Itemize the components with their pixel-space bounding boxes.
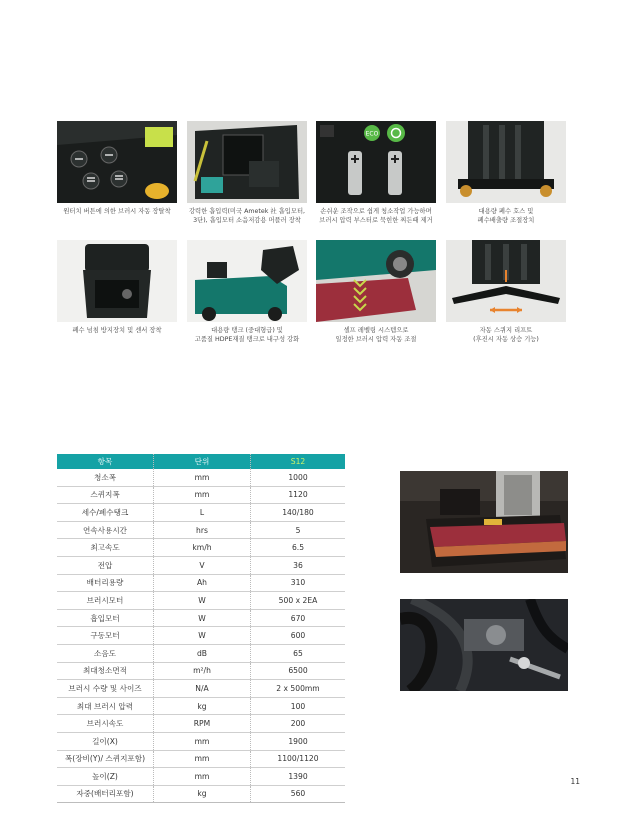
table-row (57, 469, 345, 486)
caption-line: 셀프 레벨링 시스템으로 (343, 327, 409, 334)
cell-item: 브러시 수량 및 사이즈 (57, 680, 154, 698)
cell-value: 5 (251, 521, 346, 539)
header-model: S12 (251, 454, 346, 469)
cell-unit: W (154, 592, 251, 610)
cell-item: 구동모터 (57, 627, 154, 645)
cell-unit: hrs (154, 521, 251, 539)
page-number: 11 (570, 777, 580, 786)
table-row (57, 539, 345, 557)
cell-value: 500 x 2EA (251, 592, 346, 610)
cell-value: 6.5 (251, 539, 346, 557)
table-row (57, 715, 345, 733)
cell-unit: m²/h (154, 662, 251, 680)
spec-table-body (57, 469, 345, 803)
caption-brush-auto-attach (54, 207, 180, 216)
photo-squeegee-lift (446, 240, 566, 322)
tank-open-illustration (57, 240, 177, 322)
photo-large-tank (187, 240, 307, 322)
cell-item: 높이(Z) (57, 768, 154, 786)
caption-squeegee-lift (441, 326, 571, 344)
caption-waste-hose (441, 207, 571, 225)
header-item: 항목 (57, 454, 154, 469)
cell-item: 소음도 (57, 644, 154, 662)
table-row (57, 662, 345, 680)
cell-unit: L (154, 504, 251, 522)
cell-value: 36 (251, 556, 346, 574)
photo-waste-hose (446, 121, 566, 203)
eco-label: ECO (365, 130, 379, 138)
table-row (57, 609, 345, 627)
caption-line: 자동 스퀴지 리프트 (479, 327, 533, 334)
caption-overflow-sensor (54, 326, 180, 335)
caption-line: 손쉬운 조작으로 쉽게 청소작업 가능하며 (320, 208, 432, 215)
table-row (57, 504, 345, 522)
cell-unit: kg (154, 697, 251, 715)
undercarriage-illustration (400, 599, 568, 691)
cell-unit: V (154, 556, 251, 574)
spec-table-header (57, 454, 345, 469)
cell-unit: Ah (154, 574, 251, 592)
cell-item: 최대 브러시 압력 (57, 697, 154, 715)
cell-unit: mm (154, 486, 251, 504)
caption-self-leveling (311, 326, 441, 344)
table-row (57, 785, 345, 803)
table-row (57, 768, 345, 786)
cell-value: 2 x 500mm (251, 680, 346, 698)
cell-value: 1390 (251, 768, 346, 786)
cell-item: 청소폭 (57, 469, 154, 486)
table-row (57, 627, 345, 645)
photo-overflow-sensor (57, 240, 177, 322)
cell-item: 브러시모터 (57, 592, 154, 610)
cell-value: 310 (251, 574, 346, 592)
vacuum-motor-illustration (187, 121, 307, 203)
caption-line: 폐수 넘침 방지장치 및 센서 장착 (72, 327, 162, 334)
caption-line: 폐수배출량 조절장치 (477, 217, 535, 224)
cell-value: 560 (251, 785, 346, 803)
caption-line: 대용량 탱크 (중대형급) 및 (211, 327, 283, 334)
waste-hose-illustration (446, 121, 566, 203)
cell-unit: mm (154, 768, 251, 786)
cell-unit: N/A (154, 680, 251, 698)
table-row (57, 750, 345, 768)
photo-self-leveling (316, 240, 436, 322)
cell-unit: W (154, 627, 251, 645)
photo-brush-deck (400, 471, 568, 573)
caption-line: 대용량 폐수 호스 및 (478, 208, 534, 215)
cell-item: 세수/폐수탱크 (57, 504, 154, 522)
spec-table (57, 454, 345, 803)
photo-vacuum-motor (187, 121, 307, 203)
cell-item: 최대청소면적 (57, 662, 154, 680)
table-row (57, 592, 345, 610)
cell-value: 65 (251, 644, 346, 662)
eco-panel-illustration (316, 121, 436, 203)
caption-line: 일정한 브러시 압력 자동 조절 (335, 336, 417, 343)
cell-value: 1000 (251, 469, 346, 486)
cell-unit: mm (154, 750, 251, 768)
cell-value: 140/180 (251, 504, 346, 522)
cell-item: 길이(X) (57, 732, 154, 750)
cell-unit: RPM (154, 715, 251, 733)
cell-item: 최고속도 (57, 539, 154, 557)
cell-item: 폭(장비(Y)/ 스퀴지포함) (57, 750, 154, 768)
cell-value: 1120 (251, 486, 346, 504)
photo-eco-panel (316, 121, 436, 203)
table-row (57, 486, 345, 504)
cell-unit: mm (154, 469, 251, 486)
caption-vacuum-power (182, 207, 312, 225)
cell-item: 배터리용량 (57, 574, 154, 592)
table-row (57, 521, 345, 539)
cell-value: 670 (251, 609, 346, 627)
machine-tank-illustration (187, 240, 307, 322)
photo-control-panel-brush (57, 121, 177, 203)
caption-line: 브러시 압력 부스터로 묵힌한 찌든때 제거 (319, 217, 433, 224)
self-leveling-illustration (316, 240, 436, 322)
caption-easy-operation (311, 207, 441, 225)
table-row (57, 732, 345, 750)
cell-value: 6500 (251, 662, 346, 680)
header-unit: 단위 (154, 454, 251, 469)
caption-line: 강력한 흡입력(미국 Ametek 社 흡입모터, (188, 208, 306, 215)
cell-value: 1100/1120 (251, 750, 346, 768)
cell-value: 600 (251, 627, 346, 645)
cell-item: 스퀴지폭 (57, 486, 154, 504)
cell-item: 흡입모터 (57, 609, 154, 627)
caption-line: 3단), 흡입모터 소음저감용 머플러 장착 (193, 217, 301, 224)
cell-unit: dB (154, 644, 251, 662)
cell-unit: mm (154, 732, 251, 750)
cell-unit: W (154, 609, 251, 627)
table-row (57, 697, 345, 715)
table-row (57, 644, 345, 662)
cell-unit: km/h (154, 539, 251, 557)
cell-item: 자중(배터리포함) (57, 785, 154, 803)
table-row (57, 680, 345, 698)
caption-large-tank (182, 326, 312, 344)
photo-undercarriage (400, 599, 568, 691)
cell-item: 브러시속도 (57, 715, 154, 733)
cell-unit: kg (154, 785, 251, 803)
control-panel-illustration (57, 121, 177, 203)
caption-line: 원터치 버튼에 의한 브러시 자동 장탈착 (63, 208, 171, 215)
table-row (57, 574, 345, 592)
cell-value: 1900 (251, 732, 346, 750)
cell-item: 연속사용시간 (57, 521, 154, 539)
table-row (57, 556, 345, 574)
cell-item: 전압 (57, 556, 154, 574)
squeegee-lift-illustration (446, 240, 566, 322)
cell-value: 200 (251, 715, 346, 733)
cell-value: 100 (251, 697, 346, 715)
caption-line: (후진시 자동 상승 기능) (473, 336, 539, 343)
brush-deck-illustration (400, 471, 568, 573)
caption-line: 고품질 HDPE재질 탱크로 내구성 강화 (194, 336, 300, 343)
